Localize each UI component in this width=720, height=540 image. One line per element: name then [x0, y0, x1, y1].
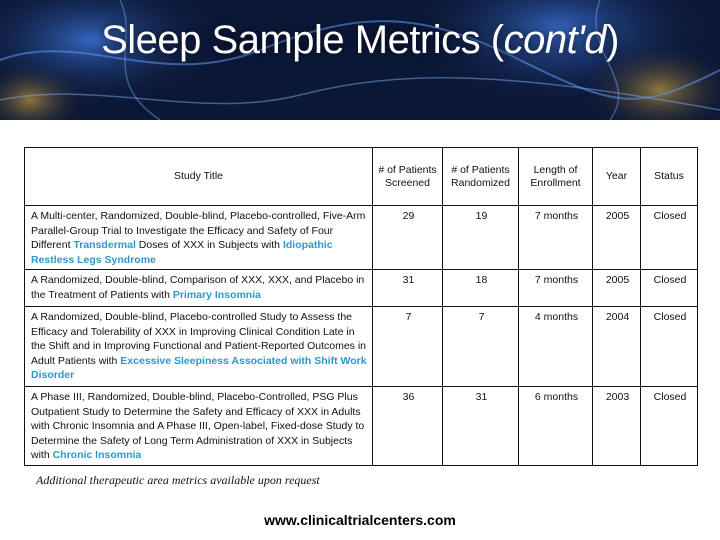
website-link[interactable]: www.clinicaltrialcenters.com [264, 512, 456, 528]
table-row [25, 307, 698, 387]
study-title-cell: A Randomized, Double-blind, Placebo-controlled Study to Assess the Efficacy and Tolerability of XXX in Improving Clinical Condition Late in the Shift and in Improving Functional and Patient-Reported Outcomes in Adult Patients with Excessive Sleepiness Associated with Shift Work Disorder [25, 307, 373, 387]
length-cell: 7 months [519, 270, 593, 307]
metrics-table [24, 147, 698, 466]
status-cell: Closed [641, 387, 698, 466]
screened-cell: 36 [373, 387, 443, 466]
year-cell: 2003 [593, 387, 641, 466]
study-title-cell: A Randomized, Double-blind, Comparison of XXX, XXX, and Placebo in the Treatment of Patients with Primary Insomnia [25, 270, 373, 307]
footnote: Additional therapeutic area metrics available upon request [36, 473, 320, 487]
table-row [25, 387, 698, 466]
study-title-cell: A Multi-center, Randomized, Double-blind, Placebo-controlled, Five-Arm Parallel-Group Trial to Investigate the Efficacy and Safety of Four Different Transdermal Doses of XXX in Subjects with Idiopathic Restless Legs Syndrome [25, 206, 373, 270]
length-cell: 4 months [519, 307, 593, 387]
table-row [25, 270, 698, 307]
status-cell: Closed [641, 270, 698, 307]
header-year: Year [593, 148, 641, 206]
status-cell: Closed [641, 206, 698, 270]
screened-cell: 29 [373, 206, 443, 270]
year-cell: 2004 [593, 307, 641, 387]
table-header-row [25, 148, 698, 206]
length-cell: 6 months [519, 387, 593, 466]
page-title: Sleep Sample Metrics (cont'd) [101, 18, 619, 62]
randomized-cell: 18 [443, 270, 519, 307]
header-status: Status [641, 148, 698, 206]
screened-cell: 7 [373, 307, 443, 387]
status-cell: Closed [641, 307, 698, 387]
header-length: Length of Enrollment [519, 148, 593, 206]
header-randomized: # of Patients Randomized [443, 148, 519, 206]
randomized-cell: 31 [443, 387, 519, 466]
header-screened: # of Patients Screened [373, 148, 443, 206]
randomized-cell: 7 [443, 307, 519, 387]
year-cell: 2005 [593, 270, 641, 307]
table-row [25, 206, 698, 270]
year-cell: 2005 [593, 206, 641, 270]
screened-cell: 31 [373, 270, 443, 307]
study-title-cell: A Phase III, Randomized, Double-blind, Placebo-Controlled, PSG Plus Outpatient Study to Determine the Safety and Efficacy of XXX in Adults with Chronic Insomnia and A Phase III, Open-label, Fixed-dose Study to Determine the Safety of Long Term Administration of XXX in Subjects with Chronic Insomnia [25, 387, 373, 466]
header-study-title: Study Title [25, 148, 373, 206]
length-cell: 7 months [519, 206, 593, 270]
content-panel [0, 120, 720, 540]
randomized-cell: 19 [443, 206, 519, 270]
